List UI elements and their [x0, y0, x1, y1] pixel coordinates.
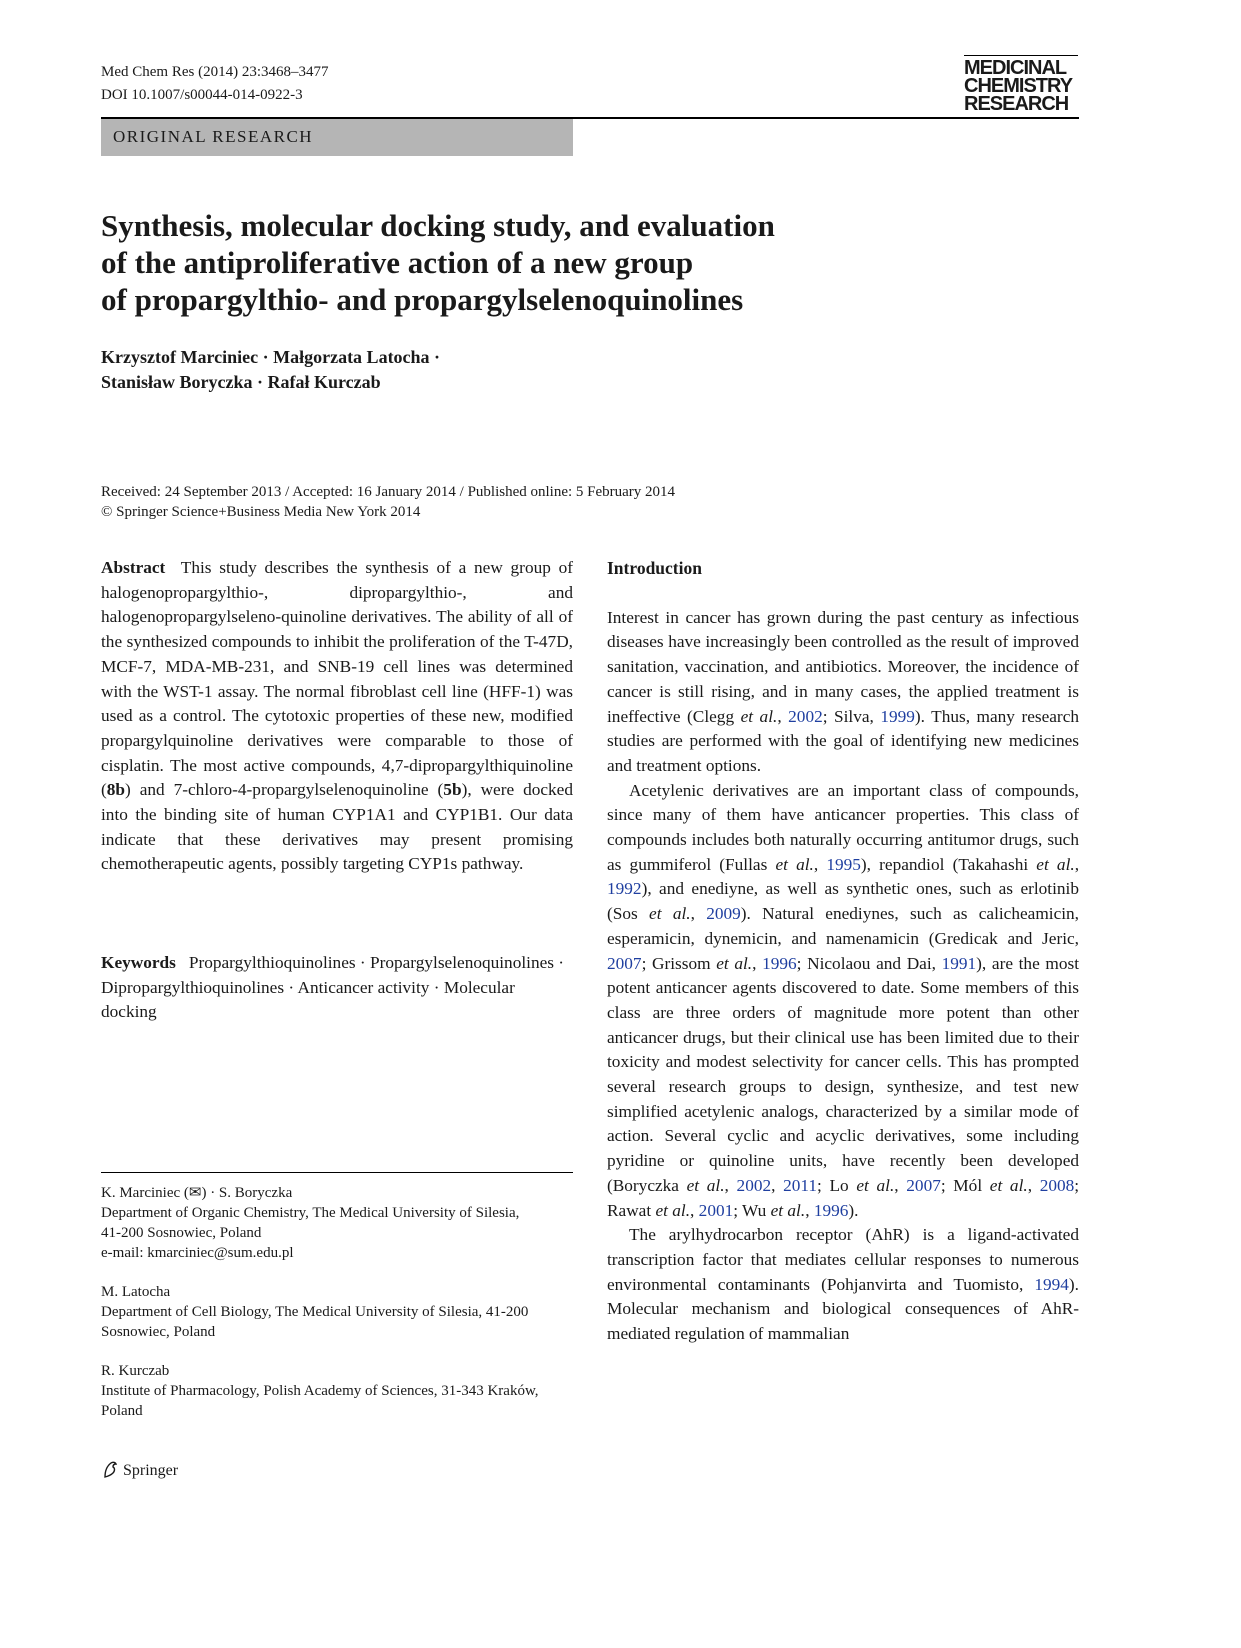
- intro-text: ; Mól: [940, 1175, 990, 1195]
- affiliation: [101, 1361, 541, 1421]
- authors: [101, 345, 440, 395]
- affiliation: [101, 1282, 541, 1342]
- springer-horse-icon: [101, 1459, 119, 1479]
- affiliations: [101, 1183, 541, 1440]
- logo-line: MEDICINAL: [964, 57, 1067, 79]
- italic-text: et al.: [856, 1175, 895, 1195]
- citation-link[interactable]: 2008: [1039, 1175, 1075, 1195]
- intro-text: ,: [805, 1200, 814, 1220]
- compound-label: 5b: [443, 780, 462, 800]
- title-line: of propargylthio- and propargylselenoquinolines: [101, 282, 744, 317]
- abstract-section: [101, 556, 573, 877]
- italic-text: et al.: [740, 706, 778, 726]
- affiliation-dept: Department of Cell Biology, The Medical University of Silesia, 41-200 Sosnowiec, Poland: [101, 1304, 529, 1340]
- italic-text: et al.: [989, 1175, 1028, 1195]
- affiliation-names: R. Kurczab: [101, 1363, 170, 1379]
- keywords-label: Keywords: [101, 953, 176, 972]
- citation-link[interactable]: 1992: [607, 879, 642, 899]
- intro-text: ; Wu: [733, 1200, 771, 1220]
- journal-logo: [964, 55, 1078, 113]
- intro-text: ). Thus, many research studies are performed with the goal of identifying new medicines and treatment options.: [607, 706, 1079, 775]
- logo-line: RESEARCH: [964, 93, 1069, 115]
- intro-text: ,: [1027, 1175, 1040, 1195]
- keywords-paragraph: [101, 951, 573, 1025]
- abstract-paragraph: [101, 556, 573, 877]
- intro-text: ), and enediyne, as well as synthetic ones, such as erlotinib (Sos: [607, 879, 1079, 924]
- affiliation-dept: Department of Organic Chemistry, The Medical University of Silesia, 41-200 Sosnowiec, Poland: [101, 1205, 520, 1241]
- italic-text: et al.: [770, 1200, 806, 1220]
- citation-link[interactable]: 1999: [880, 706, 915, 726]
- footnote-rule: [101, 1172, 573, 1173]
- keywords-section: [101, 951, 573, 1025]
- intro-paragraph: [607, 779, 1079, 1224]
- intro-text: ,: [1074, 854, 1080, 874]
- citation-link[interactable]: 1996: [813, 1200, 849, 1220]
- intro-text: ,: [894, 1175, 907, 1195]
- title-line: Synthesis, molecular docking study, and evaluation: [101, 208, 775, 243]
- intro-text: ,: [690, 904, 707, 924]
- italic-text: et al.: [655, 1200, 691, 1220]
- introduction-section: [607, 556, 1079, 1347]
- citation-link[interactable]: 2009: [706, 904, 741, 924]
- publication-dates: [101, 482, 675, 522]
- article-type: ORIGINAL RESEARCH: [113, 127, 314, 146]
- logo-rule: [964, 55, 1078, 56]
- intro-text: ,: [813, 854, 827, 874]
- intro-text: ,: [777, 706, 789, 726]
- authors-line: Stanisław Boryczka · Rafał Kurczab: [101, 372, 381, 392]
- citation-link[interactable]: 1996: [762, 953, 797, 973]
- intro-text: ), are the most potent anticancer agents discovered to date. Some members of this class are three orders of magnitude more potent than other anticancer drugs, but their clinical use has been limited due to their toxicity and modest selectivity for cancer cells. This has prompted several research groups to design, synthesize, and test new simplified acetylenic analogs, characterized by a similar mode of action. Several cyclic and acyclic derivatives, some including pyridine or quinoline units, have recently been developed (Boryczka: [607, 953, 1080, 1195]
- abstract-text: ) and 7-chloro-4-propargylselenoquinoline (: [125, 780, 444, 800]
- keywords-text: Propargylthioquinolines · Propargylselenoquinolines · Dipropargylthioquinolines · Anticancer activity · Molecular docking: [101, 953, 565, 1022]
- italic-text: et al.: [775, 854, 814, 874]
- publisher-name: Springer: [123, 1462, 179, 1479]
- intro-text: Interest in cancer has grown during the past century as infectious diseases have increasingly been controlled as the result of improved sanitation, vaccination, and antibiotics. Moreover, the incidence of cancer is still rising, and in many cases, the applied treatment is ineffective (Clegg: [607, 607, 1079, 726]
- intro-text: ). Molecular mechanism and biological consequences of AhR-mediated regulation of mammalian: [607, 1274, 1079, 1344]
- affiliation-names: M. Latocha: [101, 1284, 171, 1300]
- abstract-label: Abstract: [101, 558, 166, 577]
- intro-text: ).: [848, 1200, 859, 1220]
- intro-paragraph: [607, 1223, 1079, 1347]
- intro-text: ,: [724, 1175, 737, 1195]
- italic-text: et al.: [1036, 854, 1075, 874]
- copyright-line: © Springer Science+Business Media New York 2014: [101, 504, 421, 520]
- affiliation-dept: Institute of Pharmacology, Polish Academy of Sciences, 31-343 Kraków, Poland: [101, 1383, 539, 1419]
- authors-line: Krzysztof Marciniec · Małgorzata Latocha ·: [101, 347, 441, 367]
- journal-citation: Med Chem Res (2014) 23:3468–3477: [101, 64, 329, 80]
- article-type-band: [101, 119, 573, 156]
- affiliation-names: K. Marciniec (✉) · S. Boryczka: [101, 1185, 293, 1201]
- abstract-text: ), were docked into the binding site of human CYP1A1 and CYP1B1. Our data indicate that these derivatives may present promising chemotherapeutic agents, possibly targeting CYP1s pathway.: [101, 780, 573, 874]
- intro-text: ; Grissom: [641, 953, 717, 973]
- italic-text: et al.: [686, 1175, 725, 1195]
- affiliation: [101, 1183, 541, 1263]
- intro-text: ,: [752, 953, 763, 973]
- intro-text: ; Nicolaou and Dai,: [796, 953, 942, 973]
- intro-text: ; Silva,: [822, 706, 881, 726]
- citation-link[interactable]: 2011: [783, 1175, 818, 1195]
- intro-paragraph: [607, 606, 1079, 779]
- citation-link[interactable]: 1994: [1034, 1274, 1069, 1294]
- intro-text: ), repandiol (Takahashi: [860, 854, 1037, 874]
- intro-text: Acetylenic derivatives are an important class of compounds, since many of them have anticancer properties. This class of compounds includes both naturally occurring antitumor drugs, such as gummiferol (Fullas: [607, 780, 1079, 874]
- citation-link[interactable]: 2001: [698, 1200, 734, 1220]
- intro-text: ). Natural enediynes, such as calicheamicin, esperamicin, dynemicin, and namenamicin (Gredicak and Jeric,: [607, 904, 1079, 948]
- logo-line: CHEMISTRY: [964, 75, 1073, 97]
- intro-text: The arylhydrocarbon receptor (AhR) is a ligand-activated transcription factor that mediates cellular responses to numerous environmental contaminants (Pohjanvirta and Tuomisto,: [607, 1225, 1079, 1294]
- citation-link[interactable]: 2007: [607, 953, 642, 973]
- affiliation-email[interactable]: e-mail: kmarciniec@sum.edu.pl: [101, 1245, 294, 1261]
- citation-link[interactable]: 2002: [736, 1175, 772, 1195]
- history-line: Received: 24 September 2013 / Accepted: 16 January 2014 / Published online: 5 February 2014: [101, 484, 676, 500]
- introduction-heading: Introduction: [607, 558, 702, 578]
- intro-text: ; Lo: [817, 1175, 857, 1195]
- intro-text: ,: [690, 1200, 699, 1220]
- abstract-text: This study describes the synthesis of a new group of halogenopropargylthio-, dipropargylthio-, and halogenopropargylseleno-quinoline derivatives. The ability of all of the synthesized compounds to inhibit the proliferation of the T-47D, MCF-7, MDA-MB-231, and SNB-19 cell lines was determined with the WST-1 assay. The normal fibroblast cell line (HFF-1) was used as a control. The cytotoxic properties of these new, modified propargylquinoline derivatives were comparable to those of cisplatin. The most active compounds, 4,7-dipropargylthiquinoline (: [101, 558, 573, 800]
- intro-text: ,: [771, 1175, 784, 1195]
- article-title: [101, 207, 1001, 318]
- italic-text: et al.: [649, 904, 691, 924]
- compound-label: 8b: [106, 780, 126, 800]
- italic-text: et al.: [716, 953, 753, 973]
- title-line: of the antiproliferative action of a new group: [101, 245, 694, 280]
- intro-text: ; Rawat: [607, 1175, 1080, 1220]
- citation-link[interactable]: 2002: [788, 706, 823, 726]
- citation-link[interactable]: 1991: [941, 953, 977, 973]
- doi[interactable]: DOI 10.1007/s00044-014-0922-3: [101, 87, 303, 103]
- citation-link[interactable]: 1995: [826, 854, 861, 874]
- publisher-footer: [101, 1459, 178, 1480]
- citation-link[interactable]: 2007: [906, 1175, 941, 1195]
